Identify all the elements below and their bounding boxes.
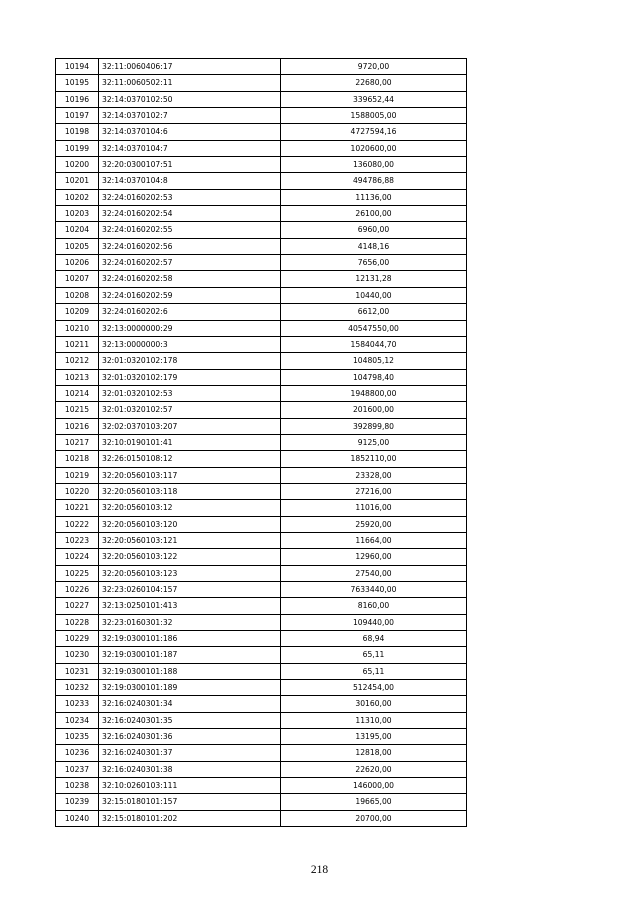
- cadastral-value-cell: 11016,00: [281, 500, 467, 516]
- cadastral-number-cell: 32:24:0160202:6: [99, 304, 281, 320]
- cadastral-value-cell: 11664,00: [281, 532, 467, 548]
- cadastral-value-cell: 104798,40: [281, 369, 467, 385]
- table-row: [56, 255, 467, 271]
- row-number-cell: 10197: [56, 108, 99, 124]
- table-row: [56, 794, 467, 810]
- cadastral-number-cell: 32:23:0160301:32: [99, 614, 281, 630]
- cadastral-value-cell: 30160,00: [281, 696, 467, 712]
- row-number-cell: 10226: [56, 582, 99, 598]
- row-number-cell: 10201: [56, 173, 99, 189]
- cadastral-number-cell: 32:20:0560103:117: [99, 467, 281, 483]
- table-row: [56, 287, 467, 303]
- table-row: [56, 434, 467, 450]
- cadastral-number-cell: 32:16:0240301:34: [99, 696, 281, 712]
- cadastral-number-cell: 32:10:0260103:111: [99, 778, 281, 794]
- cadastral-number-cell: 32:20:0560103:12: [99, 500, 281, 516]
- table-row: [56, 206, 467, 222]
- row-number-cell: 10198: [56, 124, 99, 140]
- cadastral-value-cell: 1948800,00: [281, 385, 467, 401]
- cadastral-number-cell: 32:16:0240301:35: [99, 712, 281, 728]
- cadastral-value-cell: 65,11: [281, 663, 467, 679]
- table-row: [56, 696, 467, 712]
- row-number-cell: 10234: [56, 712, 99, 728]
- row-number-cell: 10230: [56, 647, 99, 663]
- row-number-cell: 10222: [56, 516, 99, 532]
- cadastral-value-cell: 11310,00: [281, 712, 467, 728]
- table-row: [56, 402, 467, 418]
- cadastral-value-cell: 27216,00: [281, 483, 467, 499]
- row-number-cell: 10206: [56, 255, 99, 271]
- row-number-cell: 10229: [56, 631, 99, 647]
- cadastral-number-cell: 32:24:0160202:54: [99, 206, 281, 222]
- row-number-cell: 10205: [56, 238, 99, 254]
- table-row: [56, 238, 467, 254]
- table-row: [56, 467, 467, 483]
- table-row: [56, 140, 467, 156]
- table-row: [56, 59, 467, 75]
- table-row: [56, 418, 467, 434]
- cadastral-number-cell: 32:10:0190101:41: [99, 434, 281, 450]
- cadastral-value-cell: 65,11: [281, 647, 467, 663]
- table-row: [56, 189, 467, 205]
- cadastral-value-cell: 104805,12: [281, 353, 467, 369]
- table-row: [56, 532, 467, 548]
- cadastral-number-cell: 32:02:0370103:207: [99, 418, 281, 434]
- table-row: [56, 75, 467, 91]
- cadastral-value-cell: 1584044,70: [281, 336, 467, 352]
- cadastral-value-cell: 201600,00: [281, 402, 467, 418]
- cadastral-number-cell: 32:15:0180101:202: [99, 810, 281, 826]
- cadastral-value-cell: 13195,00: [281, 729, 467, 745]
- table-row: [56, 761, 467, 777]
- cadastral-value-cell: 4727594,16: [281, 124, 467, 140]
- table-row: [56, 369, 467, 385]
- cadastral-value-cell: 6960,00: [281, 222, 467, 238]
- cadastral-value-cell: 68,94: [281, 631, 467, 647]
- table-row: [56, 778, 467, 794]
- row-number-cell: 10225: [56, 565, 99, 581]
- cadastral-number-cell: 32:24:0160202:58: [99, 271, 281, 287]
- cadastral-number-cell: 32:16:0240301:37: [99, 745, 281, 761]
- row-number-cell: 10212: [56, 353, 99, 369]
- row-number-cell: 10218: [56, 451, 99, 467]
- row-number-cell: 10199: [56, 140, 99, 156]
- table-row: [56, 124, 467, 140]
- row-number-cell: 10223: [56, 532, 99, 548]
- row-number-cell: 10200: [56, 157, 99, 173]
- table-row: [56, 680, 467, 696]
- row-number-cell: 10219: [56, 467, 99, 483]
- cadastral-number-cell: 32:01:0320102:53: [99, 385, 281, 401]
- table-row: [56, 582, 467, 598]
- cadastral-number-cell: 32:13:0000000:29: [99, 320, 281, 336]
- row-number-cell: 10239: [56, 794, 99, 810]
- table-row: [56, 565, 467, 581]
- row-number-cell: 10227: [56, 598, 99, 614]
- cadastral-value-cell: 9720,00: [281, 59, 467, 75]
- cadastral-value-cell: 392899,80: [281, 418, 467, 434]
- row-number-cell: 10237: [56, 761, 99, 777]
- table-row: [56, 385, 467, 401]
- cadastral-number-cell: 32:19:0300101:187: [99, 647, 281, 663]
- table-row: [56, 108, 467, 124]
- cadastral-number-cell: 32:24:0160202:56: [99, 238, 281, 254]
- row-number-cell: 10240: [56, 810, 99, 826]
- cadastral-number-cell: 32:16:0240301:36: [99, 729, 281, 745]
- cadastral-number-cell: 32:20:0560103:120: [99, 516, 281, 532]
- row-number-cell: 10220: [56, 483, 99, 499]
- table-row: [56, 631, 467, 647]
- table-row: [56, 304, 467, 320]
- row-number-cell: 10233: [56, 696, 99, 712]
- cadastral-value-cell: 40547550,00: [281, 320, 467, 336]
- cadastral-number-cell: 32:13:0250101:413: [99, 598, 281, 614]
- row-number-cell: 10204: [56, 222, 99, 238]
- page-number: 218: [310, 864, 329, 876]
- row-number-cell: 10236: [56, 745, 99, 761]
- table-row: [56, 810, 467, 826]
- cadastral-value-table: [55, 58, 467, 827]
- row-number-cell: 10194: [56, 59, 99, 75]
- cadastral-value-cell: 25920,00: [281, 516, 467, 532]
- row-number-cell: 10231: [56, 663, 99, 679]
- row-number-cell: 10232: [56, 680, 99, 696]
- row-number-cell: 10211: [56, 336, 99, 352]
- cadastral-number-cell: 32:15:0180101:157: [99, 794, 281, 810]
- row-number-cell: 10203: [56, 206, 99, 222]
- row-number-cell: 10195: [56, 75, 99, 91]
- row-number-cell: 10208: [56, 287, 99, 303]
- cadastral-number-cell: 32:24:0160202:53: [99, 189, 281, 205]
- table-row: [56, 451, 467, 467]
- cadastral-value-cell: 19665,00: [281, 794, 467, 810]
- cadastral-value-cell: 12818,00: [281, 745, 467, 761]
- cadastral-value-cell: 12131,28: [281, 271, 467, 287]
- cadastral-number-cell: 32:19:0300101:188: [99, 663, 281, 679]
- cadastral-number-cell: 32:19:0300101:186: [99, 631, 281, 647]
- row-number-cell: 10217: [56, 434, 99, 450]
- table-row: [56, 500, 467, 516]
- cadastral-value-cell: 10440,00: [281, 287, 467, 303]
- row-number-cell: 10224: [56, 549, 99, 565]
- cadastral-value-cell: 339652,44: [281, 91, 467, 107]
- row-number-cell: 10228: [56, 614, 99, 630]
- table-row: [56, 729, 467, 745]
- row-number-cell: 10235: [56, 729, 99, 745]
- row-number-cell: 10210: [56, 320, 99, 336]
- cadastral-number-cell: 32:11:0060406:17: [99, 59, 281, 75]
- row-number-cell: 10238: [56, 778, 99, 794]
- row-number-cell: 10202: [56, 189, 99, 205]
- cadastral-number-cell: 32:20:0300107:51: [99, 157, 281, 173]
- cadastral-value-cell: 136080,00: [281, 157, 467, 173]
- cadastral-value-cell: 8160,00: [281, 598, 467, 614]
- row-number-cell: 10215: [56, 402, 99, 418]
- cadastral-value-cell: 9125,00: [281, 434, 467, 450]
- table-row: [56, 222, 467, 238]
- cadastral-number-cell: 32:24:0160202:55: [99, 222, 281, 238]
- cadastral-number-cell: 32:26:0150108:12: [99, 451, 281, 467]
- table-row: [56, 647, 467, 663]
- cadastral-number-cell: 32:23:0260104:157: [99, 582, 281, 598]
- cadastral-number-cell: 32:01:0320102:179: [99, 369, 281, 385]
- cadastral-number-cell: 32:20:0560103:122: [99, 549, 281, 565]
- cadastral-value-cell: 20700,00: [281, 810, 467, 826]
- table-row: [56, 336, 467, 352]
- cadastral-value-cell: 1588005,00: [281, 108, 467, 124]
- row-number-cell: 10207: [56, 271, 99, 287]
- table-row: [56, 614, 467, 630]
- row-number-cell: 10214: [56, 385, 99, 401]
- cadastral-number-cell: 32:13:0000000:3: [99, 336, 281, 352]
- row-number-cell: 10216: [56, 418, 99, 434]
- cadastral-value-cell: 146000,00: [281, 778, 467, 794]
- cadastral-value-cell: 7656,00: [281, 255, 467, 271]
- cadastral-number-cell: 32:14:0370102:7: [99, 108, 281, 124]
- cadastral-number-cell: 32:01:0320102:178: [99, 353, 281, 369]
- cadastral-value-cell: 12960,00: [281, 549, 467, 565]
- table-body: [56, 59, 467, 827]
- cadastral-number-cell: 32:20:0560103:118: [99, 483, 281, 499]
- table-row: [56, 483, 467, 499]
- cadastral-number-cell: 32:14:0370102:50: [99, 91, 281, 107]
- cadastral-value-cell: 494786,88: [281, 173, 467, 189]
- table-row: [56, 549, 467, 565]
- cadastral-value-cell: 11136,00: [281, 189, 467, 205]
- cadastral-value-cell: 27540,00: [281, 565, 467, 581]
- cadastral-value-cell: 512454,00: [281, 680, 467, 696]
- row-number-cell: 10196: [56, 91, 99, 107]
- cadastral-value-cell: 109440,00: [281, 614, 467, 630]
- cadastral-number-cell: 32:24:0160202:57: [99, 255, 281, 271]
- cadastral-number-cell: 32:19:0300101:189: [99, 680, 281, 696]
- table-row: [56, 516, 467, 532]
- row-number-cell: 10209: [56, 304, 99, 320]
- cadastral-number-cell: 32:14:0370104:6: [99, 124, 281, 140]
- table-row: [56, 353, 467, 369]
- table-row: [56, 745, 467, 761]
- cadastral-number-cell: 32:24:0160202:59: [99, 287, 281, 303]
- cadastral-number-cell: 32:20:0560103:121: [99, 532, 281, 548]
- table-row: [56, 271, 467, 287]
- cadastral-value-cell: 6612,00: [281, 304, 467, 320]
- cadastral-value-cell: 1020600,00: [281, 140, 467, 156]
- cadastral-number-cell: 32:20:0560103:123: [99, 565, 281, 581]
- cadastral-number-cell: 32:14:0370104:7: [99, 140, 281, 156]
- cadastral-value-cell: 26100,00: [281, 206, 467, 222]
- cadastral-value-cell: 7633440,00: [281, 582, 467, 598]
- cadastral-number-cell: 32:11:0060502:11: [99, 75, 281, 91]
- cadastral-value-cell: 22620,00: [281, 761, 467, 777]
- table-row: [56, 91, 467, 107]
- cadastral-value-cell: 1852110,00: [281, 451, 467, 467]
- cadastral-value-cell: 22680,00: [281, 75, 467, 91]
- cadastral-number-cell: 32:16:0240301:38: [99, 761, 281, 777]
- table-row: [56, 663, 467, 679]
- table-row: [56, 157, 467, 173]
- table-row: [56, 598, 467, 614]
- table-row: [56, 173, 467, 189]
- cadastral-value-cell: 4148,16: [281, 238, 467, 254]
- row-number-cell: 10213: [56, 369, 99, 385]
- cadastral-number-cell: 32:14:0370104:8: [99, 173, 281, 189]
- row-number-cell: 10221: [56, 500, 99, 516]
- cadastral-number-cell: 32:01:0320102:57: [99, 402, 281, 418]
- table-row: [56, 712, 467, 728]
- cadastral-value-cell: 23328,00: [281, 467, 467, 483]
- table-row: [56, 320, 467, 336]
